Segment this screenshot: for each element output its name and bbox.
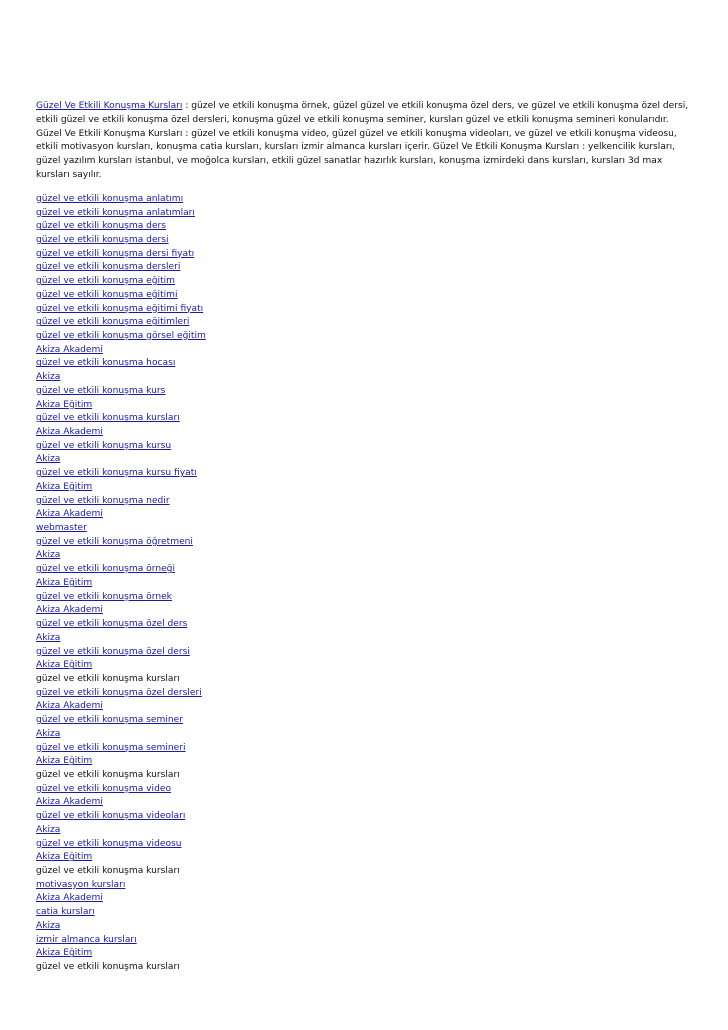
- link-item[interactable]: güzel ve etkili konuşma örnek: [36, 591, 172, 602]
- list-item: [36, 522, 696, 536]
- link-item[interactable]: Akiza: [36, 550, 61, 561]
- list-item: [36, 865, 696, 879]
- list-item: [36, 659, 696, 673]
- list-item: [36, 591, 696, 605]
- link-item[interactable]: Akiza Akademi: [36, 893, 103, 904]
- list-item: [36, 234, 696, 248]
- link-item[interactable]: Akiza Eğitim: [36, 399, 93, 410]
- link-item[interactable]: güzel ve etkili konuşma öğretmeni: [36, 536, 193, 547]
- list-item: [36, 385, 696, 399]
- list-item: [36, 728, 696, 742]
- list-item: [36, 440, 696, 454]
- link-item[interactable]: güzel ve etkili konuşma eğitimi: [36, 289, 178, 300]
- document-content: [36, 100, 696, 975]
- list-item: [36, 426, 696, 440]
- list-item: [36, 838, 696, 852]
- list-item: [36, 577, 696, 591]
- link-list: [36, 193, 696, 975]
- plain-text-item: güzel ve etkili konuşma kursları: [36, 962, 180, 973]
- link-item[interactable]: güzel ve etkili konuşma eğitimleri: [36, 317, 190, 328]
- list-item: [36, 934, 696, 948]
- intro-paragraph: [36, 100, 696, 183]
- link-item[interactable]: güzel ve etkili konuşma semineri: [36, 742, 186, 753]
- link-item[interactable]: Akiza: [36, 920, 61, 931]
- link-item[interactable]: izmir almanca kursları: [36, 934, 137, 945]
- list-item: [36, 371, 696, 385]
- list-item: [36, 920, 696, 934]
- list-item: [36, 207, 696, 221]
- list-item: [36, 261, 696, 275]
- link-item[interactable]: güzel ve etkili konuşma seminer: [36, 715, 183, 726]
- list-item: [36, 646, 696, 660]
- link-item[interactable]: Akiza Akademi: [36, 427, 103, 437]
- list-item: [36, 412, 696, 426]
- list-item: [36, 947, 696, 961]
- link-item[interactable]: Akiza Akademi: [36, 344, 103, 355]
- link-item[interactable]: Akiza: [36, 728, 61, 739]
- list-item: [36, 906, 696, 920]
- link-item[interactable]: Akiza Eğitim: [36, 481, 93, 492]
- link-item[interactable]: Akiza Eğitim: [36, 660, 93, 671]
- list-item: [36, 604, 696, 618]
- link-item[interactable]: güzel ve etkili konuşma ders: [36, 221, 167, 232]
- plain-text-item: güzel ve etkili konuşma kursları: [36, 866, 180, 876]
- list-item: [36, 357, 696, 371]
- list-item: [36, 220, 696, 234]
- link-item[interactable]: Akiza Eğitim: [36, 577, 93, 588]
- list-item: [36, 344, 696, 358]
- link-item[interactable]: güzel ve etkili konuşma video: [36, 783, 172, 794]
- intro-text: : güzel ve etkili konuşma örnek, güzel güzel ve etkili konuşma özel ders, ve güzel ve etkili konuşma özel dersi, etkili güzel ve etkili konuşma özel dersleri, konuşma güzel ve etkili konuşma seminer, kursları güzel ve etkili konuşma semineri konularıdır. Güzel Ve Etkili Konuşma Kursları : güzel ve etkili konuşma video, güzel güzel ve etkili konuşma videoları, ve güzel ve etkili konuşma videosu, etkili motivasyon kursları, konuşma catia kursları, kursları izmir almanca kursları içerir. Güzel Ve Etkili Konuşma Kursları : yelkencilik kursları, güzel yazılım kursları istanbul, ve moğolca kursları, etkili güzel sanatlar hazırlık kursları, konuşma izmirdeki dans kursları, kursları 3d max kursları sayılır.: [36, 101, 689, 180]
- link-item[interactable]: güzel ve etkili konuşma kursu: [36, 440, 172, 451]
- list-item: [36, 851, 696, 865]
- link-item[interactable]: güzel ve etkili konuşma dersleri: [36, 262, 181, 273]
- list-item: [36, 536, 696, 550]
- link-item[interactable]: catia kursları: [36, 907, 95, 918]
- plain-text-item: güzel ve etkili konuşma kursları: [36, 769, 180, 780]
- link-item[interactable]: güzel ve etkili konuşma eğitim: [36, 276, 176, 287]
- link-item[interactable]: güzel ve etkili konuşma görsel eğitim: [36, 330, 206, 341]
- link-item[interactable]: güzel ve etkili konuşma videoları: [36, 811, 186, 822]
- list-item: [36, 769, 696, 783]
- link-item[interactable]: Akiza Akademi: [36, 797, 103, 808]
- list-item: [36, 755, 696, 769]
- list-item: [36, 632, 696, 646]
- list-item: [36, 549, 696, 563]
- link-item[interactable]: Akiza: [36, 632, 61, 643]
- link-item[interactable]: güzel ve etkili konuşma eğitimi fiyatı: [36, 303, 204, 314]
- link-item[interactable]: motivasyon kursları: [36, 879, 126, 890]
- list-item: [36, 810, 696, 824]
- list-item: [36, 193, 696, 207]
- list-item: [36, 495, 696, 509]
- link-item[interactable]: Akiza: [36, 372, 61, 383]
- link-item[interactable]: Akiza Eğitim: [36, 756, 93, 767]
- link-item[interactable]: Akiza: [36, 454, 61, 465]
- link-item[interactable]: güzel ve etkili konuşma dersi: [36, 234, 169, 245]
- link-item[interactable]: Akiza: [36, 824, 61, 835]
- link-item[interactable]: güzel ve etkili konuşma özel ders: [36, 619, 188, 630]
- link-item[interactable]: webmaster: [36, 523, 87, 534]
- intro-title-link[interactable]: Güzel Ve Etkili Konuşma Kursları: [36, 101, 183, 111]
- link-item[interactable]: güzel ve etkili konuşma örneği: [36, 564, 175, 575]
- list-item: [36, 961, 696, 975]
- list-item: [36, 783, 696, 797]
- list-item: [36, 289, 696, 303]
- list-item: [36, 796, 696, 810]
- list-item: [36, 879, 696, 893]
- list-item: [36, 687, 696, 701]
- link-item[interactable]: güzel ve etkili konuşma nedir: [36, 495, 170, 506]
- list-item: [36, 742, 696, 756]
- link-item[interactable]: güzel ve etkili konuşma kurs: [36, 385, 166, 396]
- link-item[interactable]: Akiza Akademi: [36, 605, 103, 616]
- link-item[interactable]: Akiza Eğitim: [36, 852, 93, 863]
- link-item[interactable]: güzel ve etkili konuşma anlatımı: [36, 193, 184, 204]
- link-item[interactable]: güzel ve etkili konuşma kursu fiyatı: [36, 468, 197, 479]
- list-item: [36, 330, 696, 344]
- link-item[interactable]: güzel ve etkili konuşma dersi fiyatı: [36, 248, 195, 259]
- list-item: [36, 563, 696, 577]
- link-item[interactable]: güzel ve etkili konuşma anlatımları: [36, 207, 195, 218]
- link-item[interactable]: Akiza Eğitim: [36, 948, 93, 959]
- link-item[interactable]: güzel ve etkili konuşma kursları: [36, 413, 180, 424]
- list-item: [36, 714, 696, 728]
- list-item: [36, 399, 696, 413]
- list-item: [36, 467, 696, 481]
- list-item: [36, 508, 696, 522]
- link-item[interactable]: güzel ve etkili konuşma özel dersleri: [36, 687, 202, 698]
- list-item: [36, 275, 696, 289]
- link-item[interactable]: güzel ve etkili konuşma özel dersi: [36, 646, 190, 657]
- list-item: [36, 892, 696, 906]
- list-item: [36, 673, 696, 687]
- link-item[interactable]: güzel ve etkili konuşma videosu: [36, 838, 182, 849]
- list-item: [36, 303, 696, 317]
- link-item[interactable]: Akiza Akademi: [36, 509, 103, 520]
- list-item: [36, 316, 696, 330]
- plain-text-item: güzel ve etkili konuşma kursları: [36, 673, 180, 684]
- list-item: [36, 453, 696, 467]
- link-item[interactable]: güzel ve etkili konuşma hocası: [36, 358, 176, 369]
- list-item: [36, 824, 696, 838]
- list-item: [36, 481, 696, 495]
- list-item: [36, 618, 696, 632]
- list-item: [36, 700, 696, 714]
- link-item[interactable]: Akiza Akademi: [36, 701, 103, 712]
- list-item: [36, 248, 696, 262]
